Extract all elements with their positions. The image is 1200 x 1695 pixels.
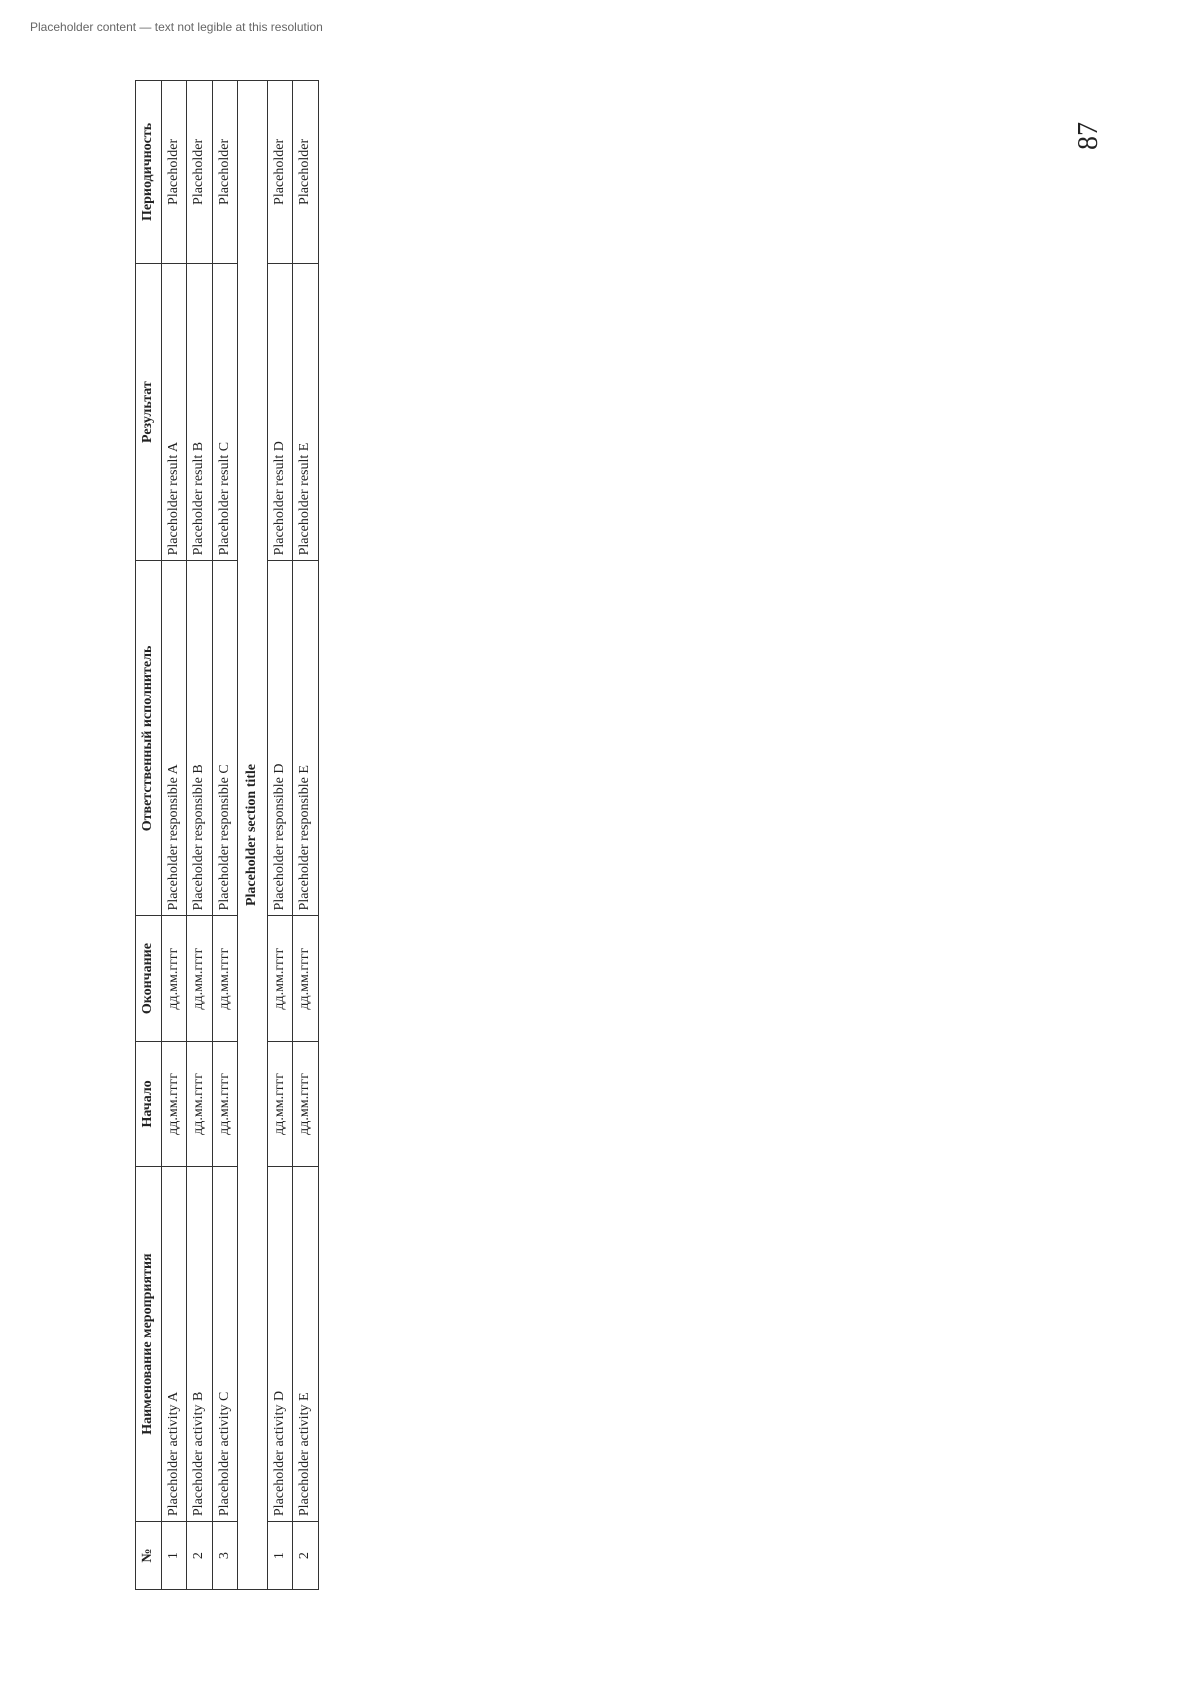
- row-start-date: дд.мм.гггг: [293, 1041, 319, 1166]
- row-result: Placeholder result D: [267, 263, 293, 561]
- row-frequency: Placeholder: [187, 81, 213, 264]
- row-responsible: Placeholder responsible A: [161, 561, 187, 916]
- table-row: [267, 81, 293, 1590]
- row-activity: Placeholder activity C: [212, 1167, 238, 1522]
- row-number: 2: [293, 1522, 319, 1590]
- row-end-date: дд.мм.гггг: [161, 916, 187, 1041]
- row-activity: Placeholder activity E: [293, 1167, 319, 1522]
- row-result: Placeholder result E: [293, 263, 319, 561]
- row-number: 1: [267, 1522, 293, 1590]
- row-end-date: дд.мм.гггг: [267, 916, 293, 1041]
- row-frequency: Placeholder: [212, 81, 238, 264]
- row-activity: Placeholder activity B: [187, 1167, 213, 1522]
- row-number: 2: [187, 1522, 213, 1590]
- section-title: Placeholder section title: [238, 81, 268, 1590]
- action-plan-table: [135, 80, 319, 1590]
- table-row: [161, 81, 187, 1590]
- row-result: Placeholder result A: [161, 263, 187, 561]
- row-frequency: Placeholder: [267, 81, 293, 264]
- row-responsible: Placeholder responsible E: [293, 561, 319, 916]
- row-start-date: дд.мм.гггг: [267, 1041, 293, 1166]
- table-row: [293, 81, 319, 1590]
- header-responsible: Ответственный исполнитель: [136, 561, 162, 916]
- row-result: Placeholder result C: [212, 263, 238, 561]
- header-frequency: Периодичность: [136, 81, 162, 264]
- row-frequency: Placeholder: [161, 81, 187, 264]
- row-start-date: дд.мм.гггг: [212, 1041, 238, 1166]
- page-number: 87: [1073, 122, 1104, 150]
- row-result: Placeholder result B: [187, 263, 213, 561]
- row-start-date: дд.мм.гггг: [187, 1041, 213, 1166]
- section-header-row: [238, 81, 268, 1590]
- row-responsible: Placeholder responsible B: [187, 561, 213, 916]
- table-header-row: [136, 81, 162, 1590]
- header-num: №: [136, 1522, 162, 1590]
- header-start: Начало: [136, 1041, 162, 1166]
- row-responsible: Placeholder responsible C: [212, 561, 238, 916]
- rotated-table-wrapper: [135, 80, 1015, 1590]
- placeholder-note: Placeholder content — text not legible at this resolution: [30, 20, 323, 34]
- header-activity: Наименование мероприятия: [136, 1167, 162, 1522]
- row-end-date: дд.мм.гггг: [187, 916, 213, 1041]
- row-activity: Placeholder activity D: [267, 1167, 293, 1522]
- row-number: 1: [161, 1522, 187, 1590]
- header-end: Окончание: [136, 916, 162, 1041]
- table-row: [187, 81, 213, 1590]
- row-number: 3: [212, 1522, 238, 1590]
- row-end-date: дд.мм.гггг: [293, 916, 319, 1041]
- header-result: Результат: [136, 263, 162, 561]
- row-end-date: дд.мм.гггг: [212, 916, 238, 1041]
- row-frequency: Placeholder: [293, 81, 319, 264]
- row-activity: Placeholder activity A: [161, 1167, 187, 1522]
- table-row: [212, 81, 238, 1590]
- row-start-date: дд.мм.гггг: [161, 1041, 187, 1166]
- row-responsible: Placeholder responsible D: [267, 561, 293, 916]
